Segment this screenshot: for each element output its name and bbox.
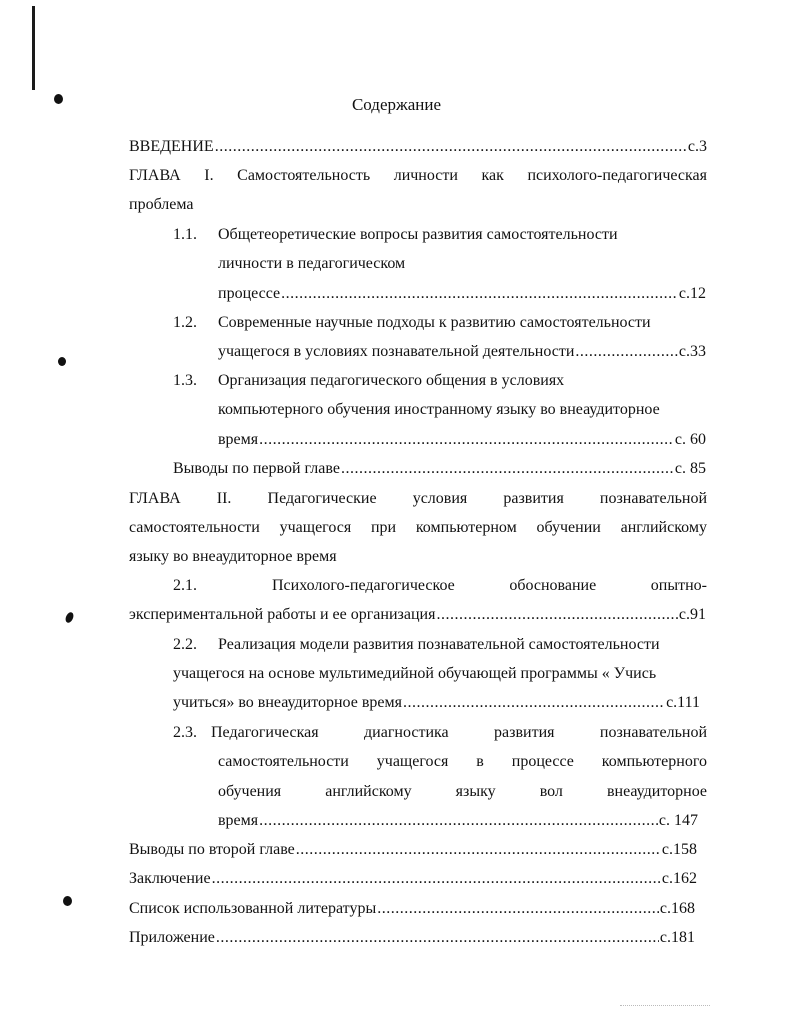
toc-entry-2-3-cont: обучения английскому языку вол внеаудиторное (218, 783, 707, 800)
toc-entry-2-1[interactable]: Психолого-педагогическое обоснование опытно- (272, 577, 707, 594)
toc-entry-1-1-leader (218, 284, 706, 304)
chapter-2-heading-cont: языку во внеаудиторное время (129, 548, 337, 565)
toc-page: с.3 (687, 138, 707, 155)
toc-page: с.158 (661, 841, 697, 858)
scan-artifact-speck (620, 1005, 710, 1007)
toc-label: экспериментальной работы и ее организация (129, 606, 436, 623)
toc-leader (259, 811, 658, 831)
toc-leader (436, 605, 677, 625)
toc-leader (281, 284, 678, 304)
toc-label: Список использованной литературы (129, 900, 377, 917)
toc-label: Приложение (129, 929, 215, 946)
toc-entry-2-2-cont: учащегося на основе мультимедийной обучающей программы « Учись (173, 665, 657, 682)
toc-page: с. 85 (674, 460, 706, 477)
section-number: 1.1. (173, 226, 197, 243)
toc-page: с.91 (678, 606, 706, 623)
toc-entry-ch2-conclusions[interactable] (129, 840, 697, 860)
toc-entry-1-2[interactable]: Современные научные подходы к развитию самостоятельности (218, 314, 651, 331)
toc-label: учащегося в условиях познавательной деятельности (218, 343, 575, 360)
toc-leader (212, 869, 661, 889)
toc-leader (341, 459, 674, 479)
toc-leader (259, 430, 674, 450)
toc-label: Выводы по первой главе (173, 460, 340, 477)
toc-entry-2-3-cont: самостоятельности учащегося в процессе компьютерного (218, 753, 707, 770)
toc-label: учиться» во внеаудиторное время (173, 694, 402, 711)
section-number: 2.2. (173, 636, 197, 653)
toc-page: с.162 (661, 870, 697, 887)
toc-entry-1-2-leader (218, 342, 706, 362)
toc-entry-intro[interactable] (129, 137, 707, 157)
toc-leader (403, 693, 665, 713)
toc-label: ВВЕДЕНИЕ (129, 138, 214, 155)
toc-entry-1-3[interactable]: Организация педагогического общения в условиях (218, 372, 565, 389)
section-number: 2.3. (173, 724, 197, 741)
toc-leader (215, 137, 687, 157)
chapter-1-heading-cont: проблема (129, 196, 194, 213)
toc-page: с.12 (678, 285, 706, 302)
toc-page: с. 60 (674, 431, 706, 448)
toc-label: Заключение (129, 870, 211, 887)
toc-entry-references[interactable] (129, 899, 695, 919)
toc-entry-1-3-cont: компьютерного обучения иностранному языку во внеаудиторное (218, 401, 660, 418)
toc-leader (296, 840, 661, 860)
toc-entry-1-3-leader (218, 430, 706, 450)
page-title: Содержание (351, 95, 442, 114)
toc-leader (575, 342, 678, 362)
toc-page: с.111 (666, 694, 700, 711)
chapter-2-heading[interactable]: ГЛАВА II. Педагогические условия развития познавательной (129, 490, 707, 507)
toc-leader (377, 899, 659, 919)
section-number: 1.3. (173, 372, 197, 389)
toc-entry-1-1-cont: личности в педагогическом (218, 255, 406, 272)
chapter-2-heading-cont: самостоятельности учащегося при компьютерном обучении английскому (129, 519, 707, 536)
toc-entry-1-1[interactable]: Общетеоретические вопросы развития самостоятельности (218, 226, 618, 243)
chapter-1-heading[interactable]: ГЛАВА I. Самостоятельность личности как психолого-педагогическая (129, 167, 707, 184)
section-number: 2.1. (173, 577, 197, 594)
toc-entry-2-3[interactable]: Педагогическая диагностика развития познавательной (211, 724, 707, 741)
toc-page: с.181 (659, 929, 695, 946)
toc-page: с.168 (659, 900, 695, 917)
toc-label: процессе (218, 285, 281, 302)
punch-hole-mark (58, 357, 66, 366)
toc-entry-2-2[interactable]: Реализация модели развития познавательной самостоятельности (218, 636, 660, 653)
toc-entry-2-2-leader (173, 693, 700, 713)
punch-hole-mark (64, 611, 75, 624)
toc-label: время (218, 431, 259, 448)
toc-leader (216, 928, 659, 948)
toc-entry-ch1-conclusions[interactable] (173, 459, 706, 479)
scan-artifact-line (32, 6, 35, 90)
section-number: 1.2. (173, 314, 197, 331)
toc-entry-2-3-leader (218, 811, 698, 831)
toc-page: с.33 (678, 343, 706, 360)
toc-page: с. 147 (658, 812, 698, 829)
toc-entry-appendix[interactable] (129, 928, 695, 948)
toc-label: время (218, 812, 259, 829)
toc-entry-2-1-leader (129, 605, 706, 625)
toc-entry-conclusion[interactable] (129, 869, 697, 889)
toc-label: Выводы по второй главе (129, 841, 295, 858)
punch-hole-mark (63, 896, 72, 906)
